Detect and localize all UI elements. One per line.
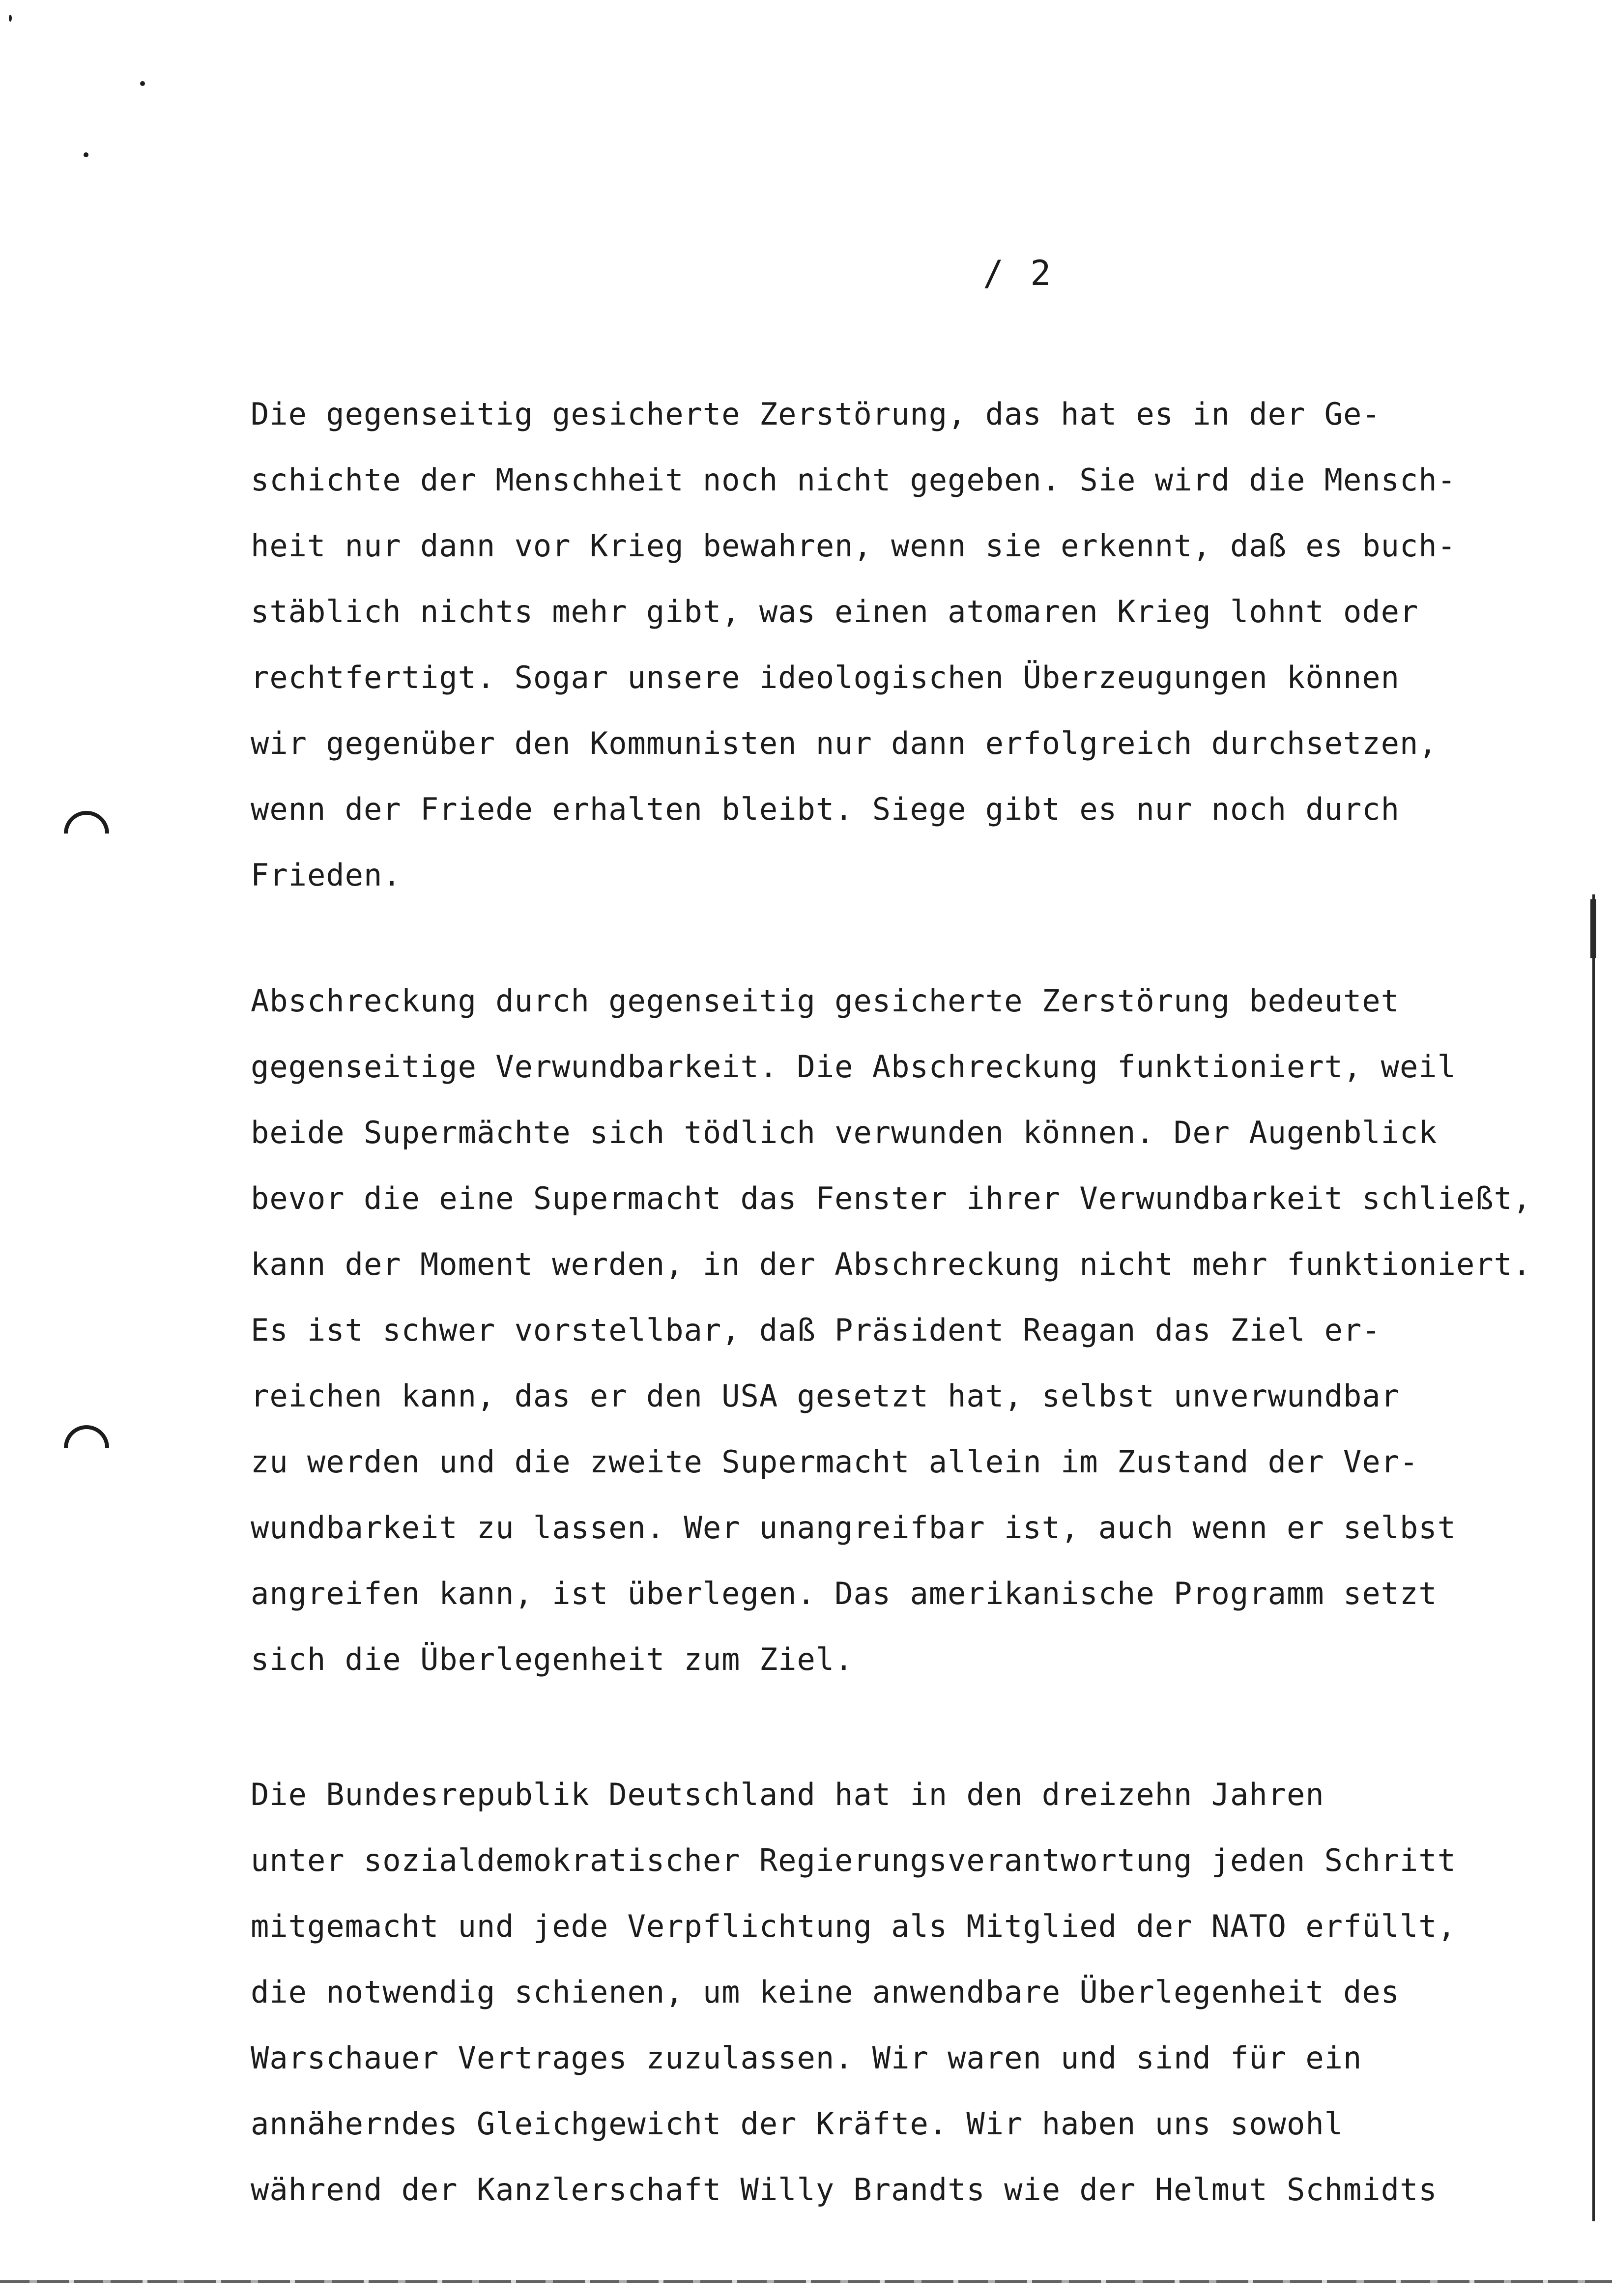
- text-line: während der Kanzlerschaft Willy Brandts wie der Helmut Schmidts: [251, 2172, 1438, 2208]
- text-line: annäherndes Gleichgewicht der Kräfte. Wir haben uns sowohl: [251, 2106, 1343, 2142]
- text-line: die notwendig schienen, um keine anwendbare Überlegenheit des: [251, 1974, 1400, 2010]
- text-line: sich die Überlegenheit zum Ziel.: [251, 1641, 854, 1677]
- text-line: Warschauer Vertrages zuzulassen. Wir waren und sind für ein: [251, 2040, 1362, 2076]
- page-edge-notch: [1590, 899, 1596, 958]
- scan-speck: [84, 152, 88, 157]
- scan-bottom-edge: [0, 2280, 1612, 2283]
- page-number: / 2: [983, 253, 1054, 293]
- text-line: bevor die eine Supermacht das Fenster ihrer Verwundbarkeit schließt,: [251, 1180, 1532, 1216]
- scan-speck: [140, 81, 145, 86]
- paragraph-1: [251, 381, 1607, 908]
- text-line: mitgemacht und jede Verpflichtung als Mitglied der NATO erfüllt,: [251, 1908, 1456, 1944]
- text-line: reichen kann, das er den USA gesetzt hat, selbst unverwundbar: [251, 1378, 1400, 1414]
- paragraph-3: [251, 1762, 1607, 2223]
- text-line: stäblich nichts mehr gibt, was einen atomaren Krieg lohnt oder: [251, 594, 1419, 630]
- text-line: schichte der Menschheit noch nicht gegeben. Sie wird die Mensch-: [251, 462, 1456, 498]
- text-line: beide Supermächte sich tödlich verwunden können. Der Augenblick: [251, 1115, 1438, 1150]
- text-line: wir gegenüber den Kommunisten nur dann erfolgreich durchsetzen,: [251, 725, 1438, 761]
- text-line: Frieden.: [251, 857, 402, 893]
- text-line: Die gegenseitig gesicherte Zerstörung, das hat es in der Ge-: [251, 396, 1381, 432]
- text-line: kann der Moment werden, in der Abschreckung nicht mehr funktioniert.: [251, 1246, 1532, 1282]
- punch-hole-mark: [55, 1416, 118, 1480]
- text-line: Es ist schwer vorstellbar, daß Präsident Reagan das Ziel er-: [251, 1312, 1381, 1348]
- text-line: wundbarkeit zu lassen. Wer unangreifbar ist, auch wenn er selbst: [251, 1510, 1456, 1546]
- paragraph-2: [251, 968, 1607, 1693]
- text-line: zu werden und die zweite Supermacht allein im Zustand der Ver-: [251, 1444, 1419, 1480]
- text-line: wenn der Friede erhalten bleibt. Siege gibt es nur noch durch: [251, 791, 1400, 827]
- text-line: unter sozialdemokratischer Regierungsverantwortung jeden Schritt: [251, 1842, 1456, 1878]
- scan-speck: [9, 15, 12, 22]
- text-line: Abschreckung durch gegenseitig gesicherte Zerstörung bedeutet: [251, 983, 1400, 1019]
- text-line: gegenseitige Verwundbarkeit. Die Abschreckung funktioniert, weil: [251, 1049, 1456, 1085]
- text-line: heit nur dann vor Krieg bewahren, wenn sie erkennt, daß es buch-: [251, 528, 1456, 564]
- punch-hole-mark: [55, 802, 118, 865]
- text-line: Die Bundesrepublik Deutschland hat in den dreizehn Jahren: [251, 1777, 1324, 1812]
- text-line: angreifen kann, ist überlegen. Das amerikanische Programm setzt: [251, 1576, 1438, 1611]
- text-line: rechtfertigt. Sogar unsere ideologischen Überzeugungen können: [251, 660, 1400, 695]
